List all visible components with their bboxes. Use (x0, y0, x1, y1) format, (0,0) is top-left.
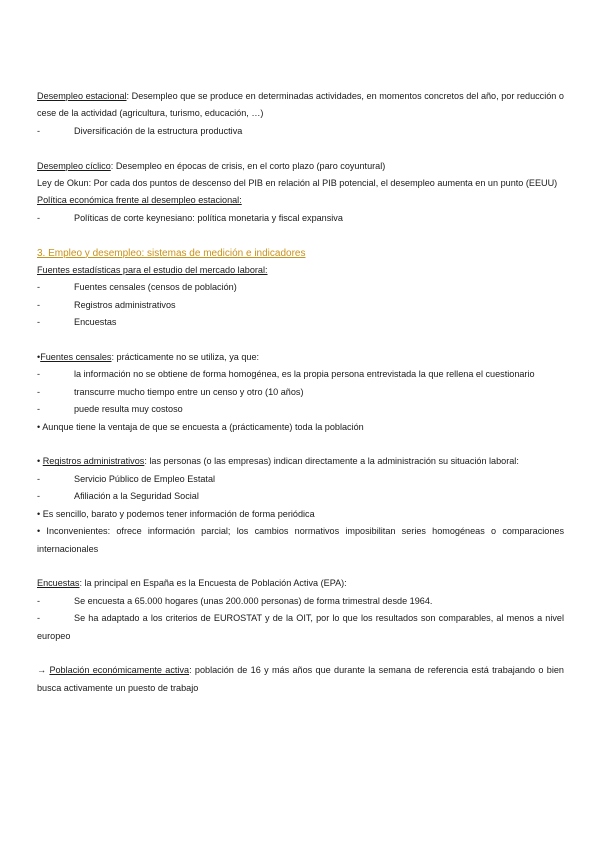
paragraph-ley-okun: Ley de Okun: Por cada dos puntos de descenso del PIB en relación al PIB potencial, el desempleo aumenta en un punto (EEUU) (37, 178, 558, 189)
list-dash: - (37, 386, 41, 397)
bullet: • (37, 456, 43, 467)
term-desempleo-estacional: Desempleo estacional (37, 91, 127, 101)
definition-text: : Desempleo que se produce en determinadas actividades, en momentos concretos del año, por reducción o cese de la actividad (agricultura, turismo, educación, …) (37, 91, 564, 119)
list-dash: - (37, 473, 41, 484)
definition-text: : la principal en España es la Encuesta de Población Activa (EPA): (79, 578, 347, 589)
list-item-text: Registros administrativos (74, 299, 176, 310)
list-dash: - (37, 317, 41, 328)
list-dash: - (37, 299, 41, 310)
document-page (37, 88, 564, 697)
list-dash: - (37, 491, 41, 502)
definition-text: : población de 16 y más años que durante la semana de referencia está trabajando o bien busca activamente un puesto de trabajo (37, 665, 564, 693)
list-item (37, 488, 564, 505)
list-item (37, 384, 564, 401)
list-item (37, 123, 564, 140)
list-item (37, 610, 564, 645)
list-item (37, 210, 564, 227)
definition-text: : prácticamente no se utiliza, ya que: (111, 352, 260, 363)
definition-text: : las personas (o las empresas) indican directamente a la administración su situación laboral: (144, 456, 519, 467)
term-fuentes-censales: Fuentes censales (40, 352, 112, 363)
list-item-text: la información no se obtiene de forma homogénea, es la propia persona entrevistada la que rellena el cuestionario (74, 369, 535, 380)
list-item (37, 471, 564, 488)
note-text: • Aunque tiene la ventaja de que se encuesta a (prácticamente) toda la población (37, 421, 364, 432)
term-encuestas: Encuestas (37, 578, 80, 589)
paragraph-desempleo-ciclico (37, 158, 564, 175)
list-item (37, 366, 564, 383)
term-poblacion-activa: Población económicamente activa (49, 665, 190, 676)
list-item-text: Fuentes censales (censos de población) (74, 282, 237, 293)
term-desempleo-ciclico: Desempleo cíclico (37, 160, 111, 171)
list-item-text: Diversificación de la estructura productiva (74, 125, 243, 136)
list-item-text: Políticas de corte keynesiano: política monetaria y fiscal expansiva (74, 212, 343, 223)
list-item (37, 314, 564, 331)
list-dash: - (37, 369, 41, 380)
subheading: Fuentes estadísticas para el estudio del mercado laboral: (37, 265, 268, 276)
policy-heading: Política económica frente al desempleo estacional: (37, 195, 242, 206)
bullet: • (37, 352, 41, 363)
paragraph-poblacion-activa (37, 662, 564, 697)
list-item-text: Encuestas (74, 317, 117, 328)
list-item-text: transcurre mucho tiempo entre un censo y otro (10 años) (74, 386, 304, 397)
definition-text: : Desempleo en épocas de crisis, en el corto plazo (paro coyuntural) (110, 160, 386, 171)
list-item-text: Afiliación a la Seguridad Social (74, 491, 199, 502)
paragraph-encuestas (37, 575, 564, 592)
list-item (37, 401, 564, 418)
paragraph-fuentes-censales (37, 349, 564, 366)
list-item (37, 593, 564, 610)
list-item-text: puede resulta muy costoso (74, 404, 183, 415)
section-heading: 3. Empleo y desempleo: sistemas de medición e indicadores (37, 247, 306, 259)
list-dash: - (37, 404, 41, 415)
arrow-icon: → (37, 665, 50, 676)
list-item-text: Se encuesta a 65.000 hogares (unas 200.000 personas) de forma trimestral desde 1964. (74, 595, 433, 606)
list-item (37, 297, 564, 314)
list-dash: - (37, 282, 41, 293)
list-dash: - (37, 595, 41, 606)
note-text: • Inconvenientes: ofrece información parcial; los cambios normativos imposibilitan series homogéneas o comparaciones internacionales (37, 526, 564, 554)
list-item-text: Se ha adaptado a los criterios de EUROSTAT y de la OIT, por lo que los resultados son comparables, al menos a nivel europeo (37, 613, 564, 641)
paragraph-registros-administrativos (37, 453, 564, 470)
list-dash: - (37, 212, 41, 223)
list-item-text: Servicio Público de Empleo Estatal (74, 473, 216, 484)
note-text: • Es sencillo, barato y podemos tener información de forma periódica (37, 508, 315, 519)
paragraph-desempleo-estacional (37, 88, 564, 123)
term-registros-administrativos: Registros administrativos (42, 456, 145, 467)
list-dash: - (37, 125, 41, 136)
list-item (37, 279, 564, 296)
list-dash: - (37, 613, 41, 624)
